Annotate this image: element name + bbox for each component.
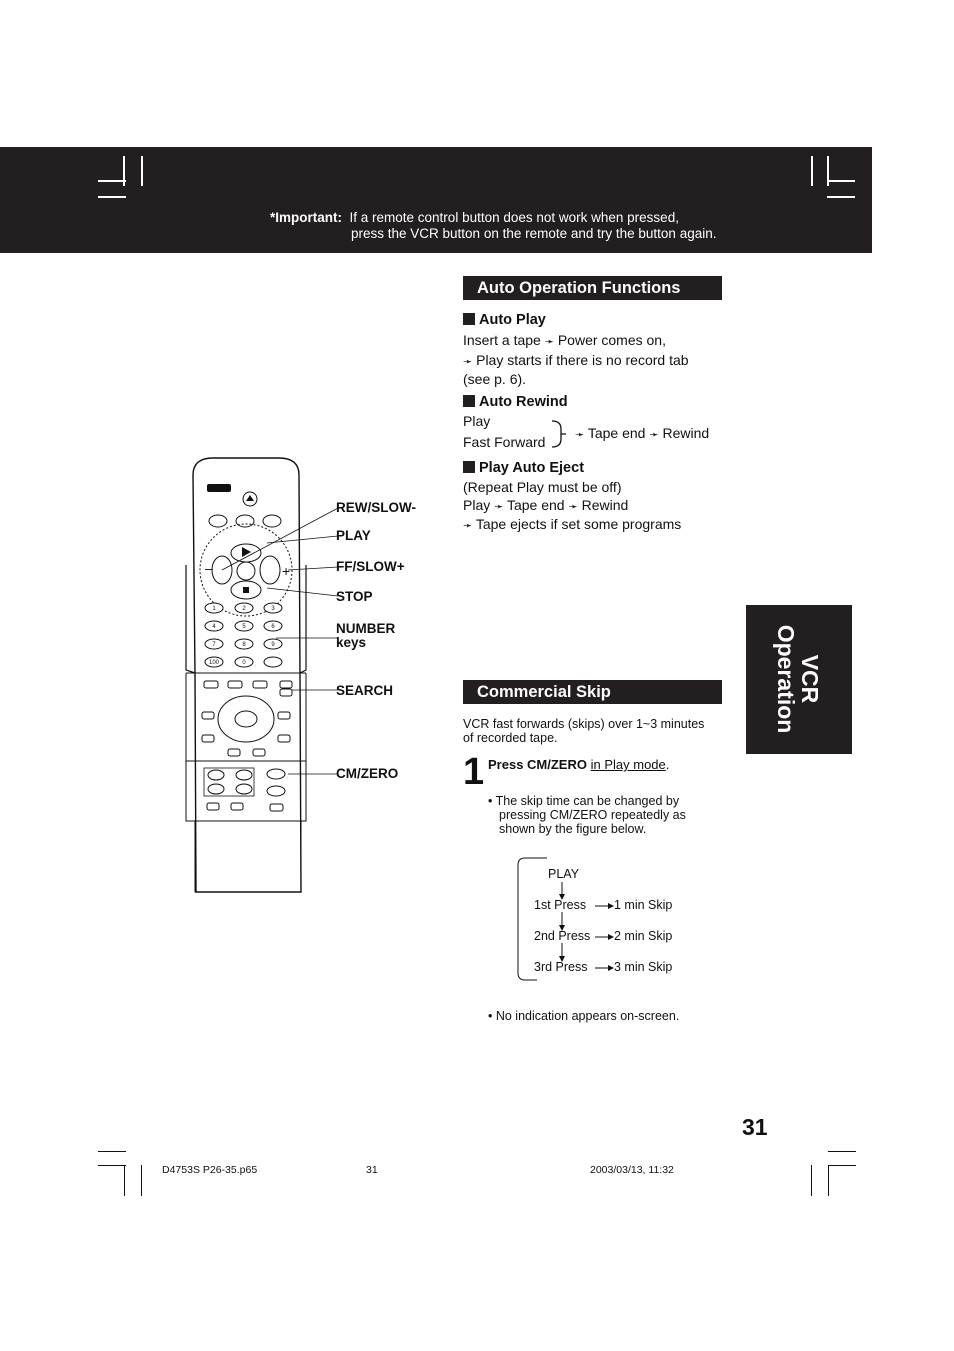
svg-text:7: 7: [212, 642, 216, 648]
footer-file: D4753S P26-35.p65: [162, 1164, 258, 1176]
flow-press-1: 1st Press: [534, 898, 587, 912]
skip-footnote: • No indication appears on-screen.: [488, 1009, 680, 1023]
bullet-square-icon: [463, 461, 475, 473]
crop-mark: [827, 156, 829, 186]
crop-mark: [827, 180, 855, 182]
crop-mark: [827, 196, 855, 198]
crop-mark: [124, 1165, 125, 1196]
step-number: 1: [463, 751, 485, 793]
crop-mark: [828, 1165, 829, 1196]
crop-mark: [828, 1151, 856, 1152]
crop-mark: [98, 1165, 126, 1166]
bracket-icon: [549, 419, 569, 449]
callout-ff: FF/SLOW+: [336, 559, 405, 574]
callout-leader-lines: [210, 500, 340, 790]
arrow-icon: ➛: [494, 500, 504, 513]
important-label: *Important:: [270, 210, 342, 225]
commercial-skip-title: Commercial Skip: [463, 680, 722, 704]
page-number: 31: [742, 1114, 768, 1140]
footer-date: 2003/03/13, 11:32: [590, 1164, 674, 1176]
callout-stop: STOP: [336, 589, 373, 604]
callout-rew: REW/SLOW-: [336, 500, 416, 515]
crop-mark: [123, 156, 125, 186]
footer-page: 31: [366, 1164, 378, 1176]
crop-mark: [98, 196, 126, 198]
arrow-icon: ➛: [463, 520, 473, 532]
auto-rewind-items: Play Fast Forward: [463, 413, 546, 450]
power-button: [207, 484, 231, 492]
callout-number-keys: NUMBER keys: [336, 621, 396, 650]
commercial-skip-intro: VCR fast forwards (skips) over 1~3 minutes of recorded tape.: [463, 717, 705, 745]
svg-text:8: 8: [242, 642, 246, 648]
bullet-square-icon: [463, 313, 475, 325]
important-line2: press the VCR button on the remote and try the button again.: [351, 226, 717, 241]
arrow-icon: ➛: [568, 500, 578, 513]
step-instruction: Press CM/ZERO in Play mode.: [488, 757, 670, 772]
svg-text:3: 3: [271, 606, 275, 612]
flow-result-3: 3 min Skip: [614, 960, 673, 974]
auto-eject-heading: Play Auto Eject: [463, 460, 584, 476]
flow-play: PLAY: [548, 867, 580, 881]
arrow-icon: ➛: [575, 429, 585, 441]
important-line1: If a remote control button does not work when pressed,: [349, 210, 679, 225]
section-side-tab: [746, 605, 852, 754]
crop-mark: [98, 180, 126, 182]
flow-result-1: 1 min Skip: [614, 898, 673, 912]
crop-mark: [141, 1165, 142, 1196]
flow-press-2: 2nd Press: [534, 929, 591, 943]
auto-rewind-result: ➛ Tape end ➛ Rewind: [575, 425, 710, 441]
svg-text:4: 4: [212, 624, 216, 630]
svg-text:1: 1: [212, 606, 216, 612]
auto-ops-title: Auto Operation Functions: [463, 276, 722, 300]
flow-press-3: 3rd Press: [534, 960, 588, 974]
svg-text:6: 6: [271, 624, 275, 630]
flow-result-2: 2 min Skip: [614, 929, 673, 943]
crop-mark: [811, 156, 813, 186]
side-tab-line1: VCR: [797, 654, 823, 704]
svg-text:9: 9: [271, 642, 275, 648]
crop-mark: [828, 1165, 856, 1166]
svg-text:–: –: [205, 560, 213, 576]
svg-text:0: 0: [242, 660, 246, 666]
important-note: [270, 210, 716, 242]
auto-rewind-heading: Auto Rewind: [463, 394, 568, 410]
callout-play: PLAY: [336, 528, 371, 543]
svg-text:100: 100: [208, 660, 220, 666]
svg-text:+: +: [282, 563, 291, 579]
crop-mark: [98, 1151, 126, 1152]
auto-eject-text: (Repeat Play must be off) Play ➛ Tape end ➛ Rewind ➛ Tape ejects if set some programs: [463, 479, 682, 532]
svg-text:5: 5: [242, 624, 246, 630]
skip-note: • The skip time can be changed by pressing CM/ZERO repeatedly as shown by the figure below.: [488, 794, 686, 836]
side-tab-line2: Operation: [773, 624, 799, 734]
auto-play-text: Insert a tape ➛ Power comes on, ➛ Play starts if there is no record tab (see p. 6).: [463, 332, 689, 387]
crop-mark: [811, 1165, 812, 1196]
callout-cmzero: CM/ZERO: [336, 766, 399, 781]
arrow-icon: ➛: [544, 336, 554, 348]
bullet-square-icon: [463, 395, 475, 407]
arrow-icon: ➛: [463, 355, 473, 368]
arrow-icon: ➛: [649, 429, 659, 441]
callout-search: SEARCH: [336, 683, 394, 698]
crop-mark: [141, 156, 143, 186]
svg-text:2: 2: [242, 606, 246, 612]
auto-play-heading: Auto Play: [463, 312, 546, 328]
